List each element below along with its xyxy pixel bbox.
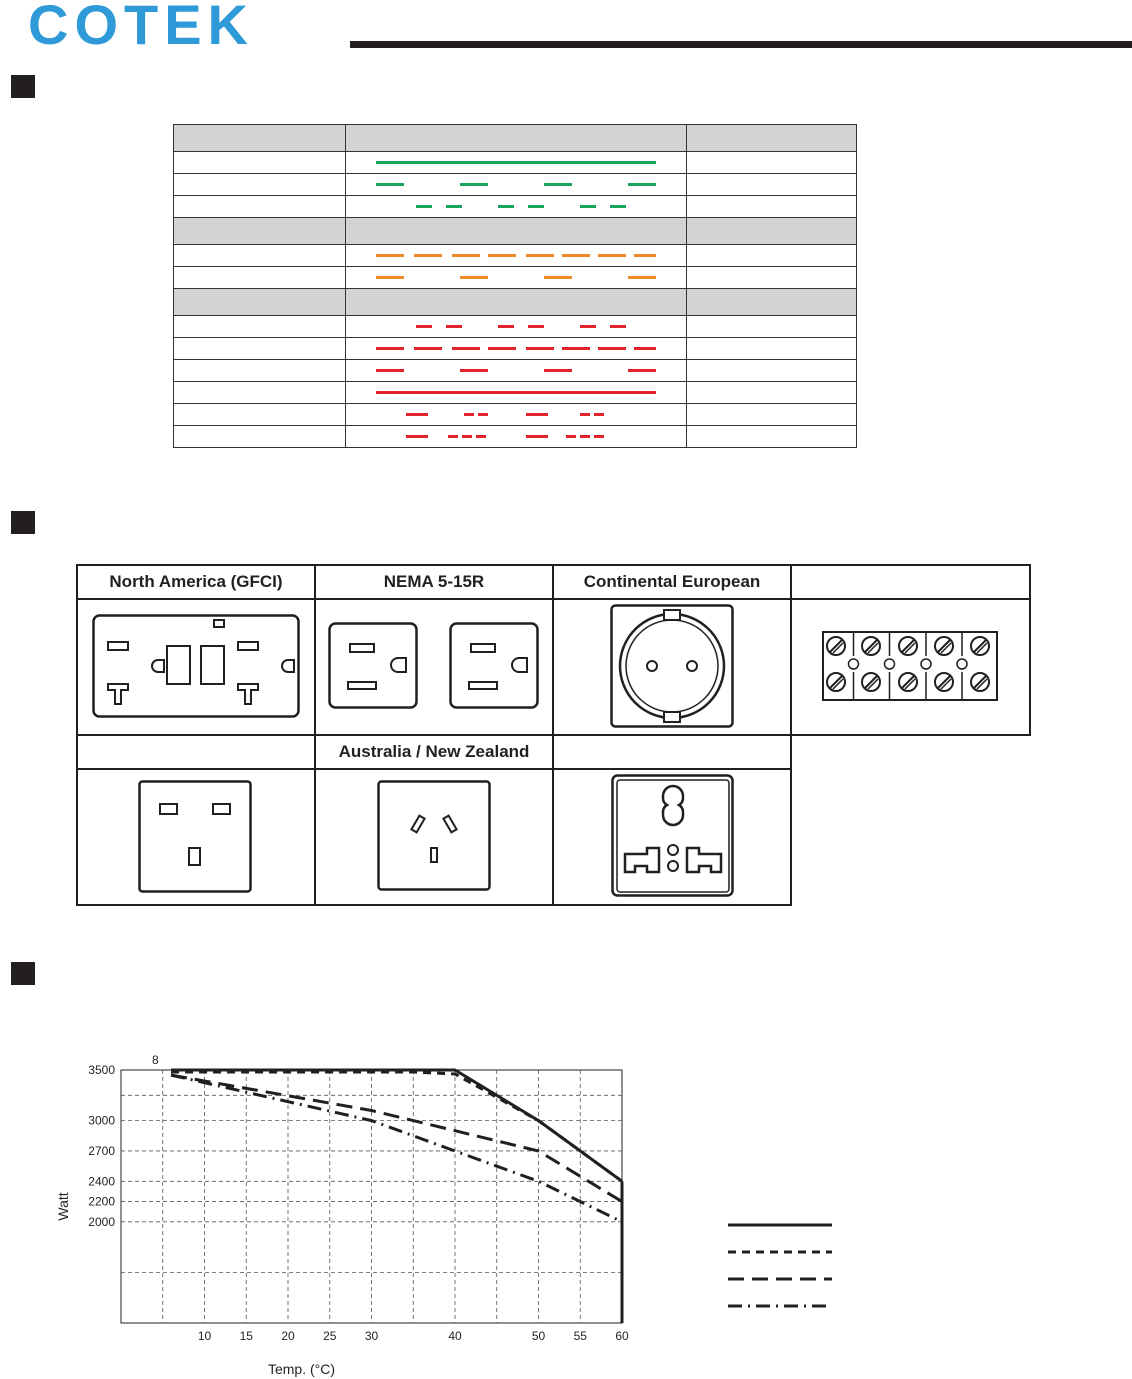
- chart-x-tick-label: 10: [197, 1329, 212, 1343]
- led-pattern-orange-dash: [346, 245, 686, 266]
- section-marker-3: [11, 962, 35, 985]
- led-mode-cell: [174, 289, 346, 316]
- terminal-connector: [921, 659, 931, 669]
- led-table-row: [174, 316, 857, 338]
- label-nema-5-15r: NEMA 5-15R: [383, 572, 485, 591]
- derating-chart: [50, 1040, 650, 1379]
- led-meaning-cell: [687, 338, 857, 360]
- led-meaning-cell: [687, 360, 857, 382]
- led-pattern-cell: [346, 174, 687, 196]
- chart-x-tick-label: 30: [364, 1329, 379, 1343]
- chart-y-tick-label: 2200: [88, 1194, 115, 1209]
- chart-series-long-dashed: [171, 1075, 622, 1202]
- chart-legend: [720, 1212, 850, 1322]
- led-meaning-cell: [687, 316, 857, 338]
- chart-y-tick-label: 3500: [88, 1063, 115, 1077]
- chart-x-tick-label: 20: [281, 1329, 295, 1343]
- section-marker-2: [11, 511, 35, 534]
- chart-x-tick-label: 55: [573, 1329, 587, 1343]
- led-status-table: [173, 124, 857, 448]
- led-mode-cell: [174, 404, 346, 426]
- led-meaning-cell: [687, 152, 857, 174]
- led-mode-cell: [174, 338, 346, 360]
- led-table-row: [174, 338, 857, 360]
- chart-x-tick-label: 60: [615, 1329, 629, 1343]
- gfci-outlet-icon: [92, 614, 300, 720]
- led-meaning-cell: [687, 196, 857, 218]
- led-mode-cell: [174, 196, 346, 218]
- led-pattern-cell: [346, 125, 687, 152]
- led-meaning-cell: [687, 404, 857, 426]
- chart-y-tick-label: 3000: [88, 1113, 115, 1128]
- as3112-outlet-icon: [377, 780, 491, 892]
- led-pattern-cell: [346, 289, 687, 316]
- chart-series-solid: [171, 1070, 622, 1181]
- label-australia-new-zealand: Australia / New Zealand: [338, 742, 530, 761]
- chart-series-dashed: [171, 1072, 622, 1181]
- led-mode-cell: [174, 218, 346, 245]
- led-pattern-cell: [346, 152, 687, 174]
- led-mode-cell: [174, 152, 346, 174]
- led-pattern-green-solid: [346, 152, 686, 173]
- led-pattern-cell: [346, 218, 687, 245]
- outlet-options-grid: [76, 564, 1031, 906]
- led-mode-cell: [174, 382, 346, 404]
- led-pattern-cell: [346, 382, 687, 404]
- led-pattern-cell: [346, 338, 687, 360]
- section-marker-1: [11, 75, 35, 98]
- led-pattern-cell: [346, 267, 687, 289]
- led-pattern-red-solid: [346, 382, 686, 403]
- led-table-row: [174, 267, 857, 289]
- led-table-row: [174, 426, 857, 448]
- led-pattern-cell: [346, 404, 687, 426]
- led-table-group-header: [174, 218, 857, 245]
- led-table-group-header: [174, 125, 857, 152]
- led-pattern-cell: [346, 196, 687, 218]
- chart-y-axis-label: Watt: [55, 1192, 71, 1221]
- terminal-connector: [849, 659, 859, 669]
- led-pattern-orange-long-gap: [346, 267, 686, 288]
- led-table-row: [174, 196, 857, 218]
- led-meaning-cell: [687, 426, 857, 448]
- led-table-row: [174, 404, 857, 426]
- led-meaning-cell: [687, 218, 857, 245]
- led-table-row: [174, 152, 857, 174]
- led-mode-cell: [174, 267, 346, 289]
- led-table-row: [174, 245, 857, 267]
- led-mode-cell: [174, 426, 346, 448]
- led-meaning-cell: [687, 267, 857, 289]
- label-continental-european: Continental European: [583, 572, 761, 591]
- led-pattern-green-double-short: [346, 196, 686, 217]
- led-mode-cell: [174, 125, 346, 152]
- chart-x-tick-label: 15: [239, 1329, 253, 1343]
- chart-y-tick-label: 2400: [88, 1174, 115, 1189]
- header-rule: [350, 41, 1132, 48]
- nema-5-15r-outlet-icon: [328, 622, 540, 712]
- led-mode-cell: [174, 360, 346, 382]
- led-meaning-cell: [687, 382, 857, 404]
- logo-text: COTEK: [28, 0, 254, 48]
- led-mode-cell: [174, 174, 346, 196]
- label-north-america-gfci: North America (GFCI): [109, 572, 283, 591]
- chart-x-tick-label: 50: [531, 1329, 546, 1343]
- led-pattern-cell: [346, 316, 687, 338]
- led-table-row: [174, 174, 857, 196]
- bs1363-outlet-icon: [138, 780, 252, 894]
- chart-x-tick-label: 40: [448, 1329, 462, 1343]
- led-meaning-cell: [687, 289, 857, 316]
- chart-x-axis-label: Temp. (°C): [267, 1361, 336, 1377]
- led-pattern-red-long-gap: [346, 360, 686, 381]
- led-pattern-cell: [346, 360, 687, 382]
- led-pattern-red-long-triple: [346, 426, 686, 447]
- led-pattern-red-long-double: [346, 404, 686, 425]
- led-pattern-red-double-short: [346, 316, 686, 337]
- schuko-outlet-icon: [610, 604, 734, 728]
- chart-annotation: 8: [152, 1053, 159, 1067]
- led-pattern-red-dash: [346, 338, 686, 359]
- chart-y-tick-label: 2700: [88, 1143, 115, 1158]
- cotek-logo: [28, 0, 328, 48]
- chart-series-dash-dot: [171, 1075, 622, 1222]
- terminal-connector: [957, 659, 967, 669]
- led-table-row: [174, 360, 857, 382]
- universal-outlet-icon: [611, 774, 735, 898]
- led-pattern-cell: [346, 245, 687, 267]
- led-pattern-cell: [346, 426, 687, 448]
- led-meaning-cell: [687, 245, 857, 267]
- led-table-row: [174, 382, 857, 404]
- led-meaning-cell: [687, 125, 857, 152]
- led-table-group-header: [174, 289, 857, 316]
- led-pattern-green-long-gap: [346, 174, 686, 195]
- chart-x-tick-label: 25: [323, 1329, 337, 1343]
- led-meaning-cell: [687, 174, 857, 196]
- led-mode-cell: [174, 316, 346, 338]
- terminal-block-icon: [822, 630, 998, 702]
- terminal-connector: [885, 659, 895, 669]
- led-mode-cell: [174, 245, 346, 267]
- chart-y-tick-label: 2000: [88, 1214, 115, 1229]
